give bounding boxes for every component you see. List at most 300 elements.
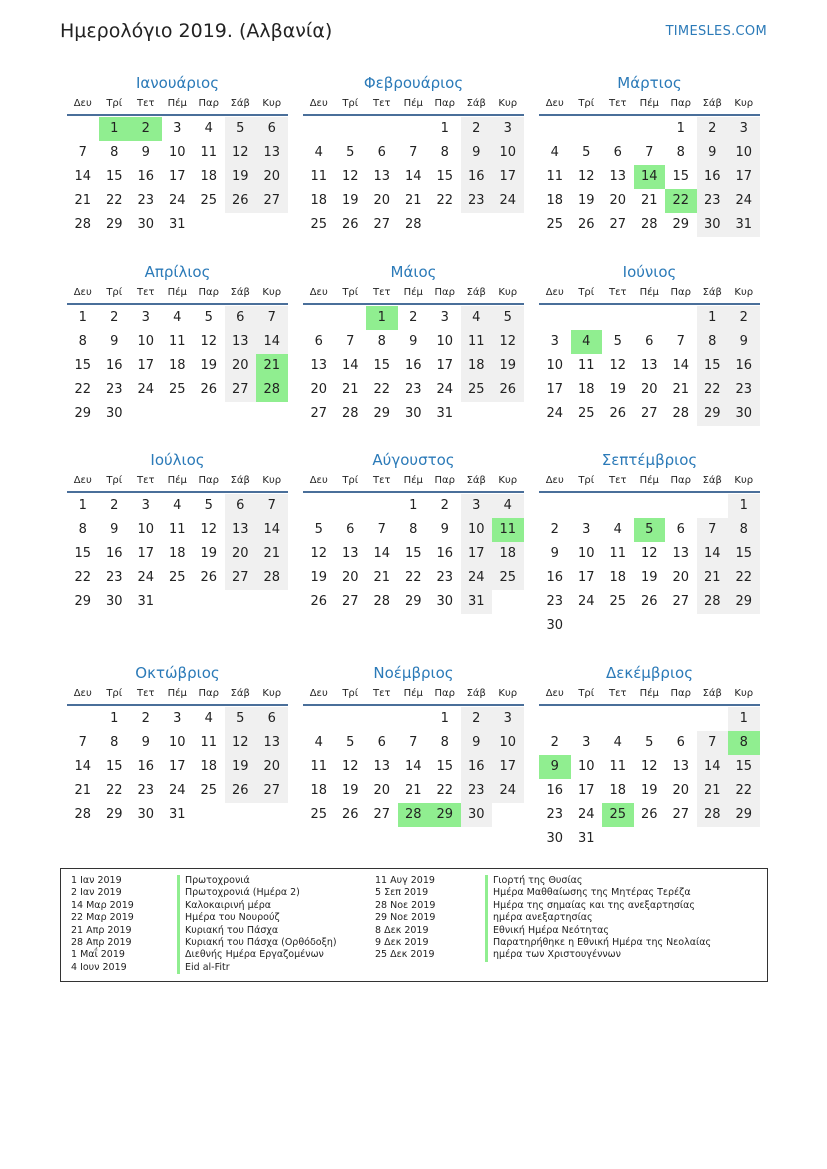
day-cell: 7 bbox=[697, 518, 729, 542]
day-cell: 1 bbox=[728, 707, 760, 731]
day-cell: 17 bbox=[492, 165, 524, 189]
day-cell: 24 bbox=[168, 193, 186, 208]
day-cell: 20 bbox=[225, 354, 257, 378]
weekday-label: Σάβ bbox=[466, 287, 486, 298]
weekday-label: Κυρ bbox=[498, 98, 518, 109]
day-cell: 26 bbox=[310, 594, 328, 609]
weekday-label: Παρ bbox=[670, 287, 691, 298]
day-cell: 11 bbox=[609, 759, 627, 774]
day-cell: 23 bbox=[105, 382, 123, 397]
day-cell: 25 bbox=[546, 217, 564, 232]
weekday-label: Σάβ bbox=[466, 688, 486, 699]
day-cell: 16 bbox=[137, 169, 155, 184]
day-cell: 24 bbox=[492, 189, 524, 213]
day-cell: 22 bbox=[728, 779, 760, 803]
day-cell: 1 bbox=[440, 121, 449, 136]
weekday-label: Κυρ bbox=[498, 475, 518, 486]
day-cell: 8 bbox=[110, 145, 119, 160]
day-cell: 8 bbox=[728, 518, 760, 542]
day-cell: 1 bbox=[440, 711, 449, 726]
day-cell: 4 bbox=[173, 310, 182, 325]
day-cell: 28 bbox=[640, 217, 658, 232]
day-cell: 4 bbox=[613, 522, 622, 537]
day-cell: 27 bbox=[256, 779, 288, 803]
day-cell: 10 bbox=[728, 141, 760, 165]
day-cell: 15 bbox=[373, 358, 391, 373]
day-cell: 25 bbox=[461, 378, 493, 402]
day-cell: 26 bbox=[492, 378, 524, 402]
day-cell: 21 bbox=[404, 193, 422, 208]
day-cell: 8 bbox=[440, 735, 449, 750]
day-cell: 18 bbox=[461, 354, 493, 378]
day-cell: 8 bbox=[440, 145, 449, 160]
month-name: Δεκέμβριος bbox=[605, 664, 693, 682]
weekday-label: Τετ bbox=[136, 98, 155, 109]
day-cell: 26 bbox=[609, 406, 627, 421]
day-cell: 31 bbox=[728, 213, 760, 237]
day-cell: 5 bbox=[346, 735, 355, 750]
day-cell: 3 bbox=[582, 735, 591, 750]
day-cell: 18 bbox=[310, 193, 328, 208]
day-cell: 18 bbox=[168, 358, 186, 373]
holiday-day: 2 bbox=[130, 117, 162, 141]
weekday-label: Τρί bbox=[578, 688, 595, 699]
day-cell: 23 bbox=[404, 382, 422, 397]
day-cell: 27 bbox=[609, 217, 627, 232]
day-cell: 4 bbox=[461, 306, 493, 330]
weekday-label: Δευ bbox=[545, 287, 564, 298]
day-cell: 10 bbox=[546, 358, 564, 373]
weekday-label: Τετ bbox=[372, 475, 391, 486]
weekday-label: Παρ bbox=[198, 287, 219, 298]
days-grid bbox=[67, 116, 288, 260]
day-cell: 23 bbox=[728, 378, 760, 402]
day-cell: 24 bbox=[137, 382, 155, 397]
day-cell: 12 bbox=[225, 731, 257, 755]
weekday-label: Τετ bbox=[608, 287, 627, 298]
legend-holiday-name: Ημέρα Μαθθαίωσης της Μητέρας Τερέζα bbox=[485, 887, 711, 899]
weekday-label: Δευ bbox=[73, 688, 92, 699]
day-cell: 27 bbox=[310, 406, 328, 421]
holiday-day: 1 bbox=[99, 117, 131, 141]
day-cell: 17 bbox=[436, 358, 454, 373]
day-cell: 11 bbox=[577, 358, 595, 373]
legend-holiday-name: ημέρα ανεξαρτησίας bbox=[485, 912, 711, 924]
month-block bbox=[67, 662, 288, 850]
day-cell: 6 bbox=[676, 522, 685, 537]
legend-holiday-name: Καλοκαιρινή μέρα bbox=[177, 900, 337, 912]
day-cell: 7 bbox=[78, 735, 87, 750]
day-cell: 20 bbox=[341, 570, 359, 585]
holiday-day: 5 bbox=[634, 518, 666, 542]
weekday-label: Σάβ bbox=[230, 688, 250, 699]
weekday-label: Σάβ bbox=[702, 475, 722, 486]
day-cell: 30 bbox=[105, 594, 123, 609]
legend-holiday-name: Eid al-Fitr bbox=[177, 962, 337, 974]
day-cell: 23 bbox=[546, 807, 564, 822]
holiday-day: 14 bbox=[634, 165, 666, 189]
month-name: Αύγουστος bbox=[372, 451, 455, 469]
day-cell: 18 bbox=[200, 169, 218, 184]
day-cell: 6 bbox=[346, 522, 355, 537]
day-cell: 5 bbox=[346, 145, 355, 160]
day-cell: 11 bbox=[168, 334, 186, 349]
weekday-label: Κυρ bbox=[262, 688, 282, 699]
day-cell: 12 bbox=[609, 358, 627, 373]
day-cell: 16 bbox=[137, 759, 155, 774]
day-cell: 19 bbox=[225, 755, 257, 779]
weekday-label: Κυρ bbox=[734, 475, 754, 486]
day-cell: 21 bbox=[640, 193, 658, 208]
day-cell: 19 bbox=[200, 546, 218, 561]
day-cell: 9 bbox=[461, 141, 493, 165]
day-cell: 29 bbox=[697, 402, 729, 426]
day-cell: 31 bbox=[436, 406, 454, 421]
day-cell: 27 bbox=[225, 566, 257, 590]
day-cell: 27 bbox=[341, 594, 359, 609]
day-cell: 16 bbox=[461, 755, 493, 779]
weekday-label: Παρ bbox=[670, 98, 691, 109]
weekday-label: Τρί bbox=[342, 475, 359, 486]
day-cell: 19 bbox=[640, 783, 658, 798]
day-cell: 24 bbox=[728, 189, 760, 213]
weekday-label: Σάβ bbox=[230, 475, 250, 486]
day-cell: 30 bbox=[728, 402, 760, 426]
day-cell: 13 bbox=[256, 141, 288, 165]
legend-date: 1 Μαΐ 2019 bbox=[71, 949, 125, 961]
day-cell: 30 bbox=[546, 618, 564, 633]
month-name: Μάιος bbox=[390, 263, 437, 281]
day-cell: 7 bbox=[409, 145, 418, 160]
day-cell: 31 bbox=[168, 807, 186, 822]
weekday-label: Τρί bbox=[342, 98, 359, 109]
day-cell: 26 bbox=[341, 217, 359, 232]
legend-dates-left bbox=[71, 875, 134, 974]
day-cell: 21 bbox=[74, 193, 92, 208]
day-cell: 18 bbox=[492, 542, 524, 566]
weekday-label: Πέμ bbox=[167, 475, 187, 486]
holiday-day: 21 bbox=[256, 354, 288, 378]
day-cell: 16 bbox=[436, 546, 454, 561]
day-cell: 7 bbox=[645, 145, 654, 160]
day-cell: 12 bbox=[200, 522, 218, 537]
month-block bbox=[67, 449, 288, 637]
day-cell: 25 bbox=[200, 783, 218, 798]
day-cell: 2 bbox=[141, 711, 150, 726]
weekday-header bbox=[67, 471, 288, 493]
day-cell: 5 bbox=[314, 522, 323, 537]
day-cell: 6 bbox=[645, 334, 654, 349]
weekday-label: Σάβ bbox=[466, 98, 486, 109]
day-cell: 24 bbox=[137, 570, 155, 585]
day-cell: 27 bbox=[256, 189, 288, 213]
day-cell: 23 bbox=[546, 594, 564, 609]
day-cell: 20 bbox=[373, 193, 391, 208]
legend-date: 5 Σεπ 2019 bbox=[375, 887, 429, 899]
day-cell: 29 bbox=[728, 803, 760, 827]
day-cell: 12 bbox=[225, 141, 257, 165]
day-cell: 16 bbox=[105, 546, 123, 561]
day-cell: 22 bbox=[728, 566, 760, 590]
day-cell: 15 bbox=[404, 546, 422, 561]
day-cell: 27 bbox=[373, 217, 391, 232]
day-cell: 25 bbox=[200, 193, 218, 208]
day-cell: 24 bbox=[168, 783, 186, 798]
day-cell: 6 bbox=[377, 735, 386, 750]
day-cell: 2 bbox=[110, 310, 119, 325]
month-name: Νοέμβριος bbox=[373, 664, 454, 682]
day-cell: 6 bbox=[256, 707, 288, 731]
day-cell: 2 bbox=[550, 735, 559, 750]
day-cell: 25 bbox=[310, 807, 328, 822]
day-cell: 14 bbox=[341, 358, 359, 373]
day-cell: 3 bbox=[492, 117, 524, 141]
weekday-label: Σάβ bbox=[230, 287, 250, 298]
day-cell: 27 bbox=[672, 807, 690, 822]
day-cell: 22 bbox=[74, 570, 92, 585]
weekday-label: Τρί bbox=[342, 287, 359, 298]
weekday-label: Σάβ bbox=[702, 688, 722, 699]
day-cell: 17 bbox=[137, 358, 155, 373]
weekday-label: Τετ bbox=[372, 688, 391, 699]
month-name: Φεβρουάριος bbox=[363, 74, 464, 92]
weekday-header bbox=[539, 471, 760, 493]
day-cell: 5 bbox=[225, 707, 257, 731]
day-cell: 18 bbox=[577, 382, 595, 397]
day-cell: 5 bbox=[613, 334, 622, 349]
day-cell: 8 bbox=[78, 522, 87, 537]
day-cell: 1 bbox=[110, 711, 119, 726]
day-cell: 13 bbox=[373, 759, 391, 774]
day-cell: 30 bbox=[461, 803, 493, 827]
weekday-label: Κυρ bbox=[734, 688, 754, 699]
legend-dates-right bbox=[375, 875, 435, 962]
weekday-label: Δευ bbox=[309, 688, 328, 699]
day-cell: 9 bbox=[461, 731, 493, 755]
day-cell: 17 bbox=[492, 755, 524, 779]
legend-date: 28 Νοε 2019 bbox=[375, 899, 436, 911]
weekday-label: Παρ bbox=[198, 98, 219, 109]
weekday-label: Κυρ bbox=[498, 688, 518, 699]
day-cell: 30 bbox=[137, 807, 155, 822]
weekday-label: Τρί bbox=[106, 688, 123, 699]
weekday-header bbox=[303, 684, 524, 706]
weekday-label: Τετ bbox=[136, 475, 155, 486]
month-block bbox=[303, 72, 524, 260]
day-cell: 22 bbox=[436, 783, 454, 798]
day-cell: 1 bbox=[676, 121, 685, 136]
day-cell: 19 bbox=[200, 358, 218, 373]
day-cell: 30 bbox=[697, 213, 729, 237]
weekday-header bbox=[67, 684, 288, 706]
weekday-label: Τρί bbox=[106, 475, 123, 486]
day-cell: 30 bbox=[404, 406, 422, 421]
brand-logo[interactable]: TIMESLES.COM bbox=[665, 24, 767, 39]
month-name: Ιούνιος bbox=[622, 263, 677, 281]
day-cell: 2 bbox=[728, 306, 760, 330]
weekday-label: Παρ bbox=[670, 688, 691, 699]
month-block bbox=[539, 72, 760, 260]
day-cell: 16 bbox=[546, 570, 564, 585]
day-cell: 1 bbox=[409, 498, 418, 513]
day-cell: 24 bbox=[577, 807, 595, 822]
day-cell: 29 bbox=[404, 594, 422, 609]
weekday-label: Δευ bbox=[309, 475, 328, 486]
day-cell: 17 bbox=[168, 169, 186, 184]
weekday-label: Τρί bbox=[578, 287, 595, 298]
day-cell: 15 bbox=[105, 169, 123, 184]
day-cell: 16 bbox=[728, 354, 760, 378]
legend-holiday-name: ημέρα των Χριστουγέννων bbox=[485, 949, 711, 961]
weekday-label: Κυρ bbox=[262, 475, 282, 486]
day-cell: 19 bbox=[225, 165, 257, 189]
legend-date: 8 Δεκ 2019 bbox=[375, 924, 429, 936]
day-cell: 20 bbox=[310, 382, 328, 397]
day-cell: 12 bbox=[492, 330, 524, 354]
day-cell: 20 bbox=[609, 193, 627, 208]
day-cell: 19 bbox=[577, 193, 595, 208]
day-cell: 25 bbox=[168, 570, 186, 585]
day-cell: 28 bbox=[341, 406, 359, 421]
days-grid bbox=[67, 493, 288, 637]
day-cell: 23 bbox=[137, 193, 155, 208]
holiday-day: 11 bbox=[492, 518, 524, 542]
legend-date: 2 Ιαν 2019 bbox=[71, 887, 122, 899]
day-cell: 21 bbox=[341, 382, 359, 397]
day-cell: 8 bbox=[377, 334, 386, 349]
day-cell: 2 bbox=[440, 498, 449, 513]
day-cell: 4 bbox=[204, 711, 213, 726]
day-cell: 31 bbox=[168, 217, 186, 232]
day-cell: 2 bbox=[697, 117, 729, 141]
day-cell: 29 bbox=[105, 807, 123, 822]
weekday-header bbox=[539, 94, 760, 116]
day-cell: 14 bbox=[74, 169, 92, 184]
day-cell: 28 bbox=[74, 217, 92, 232]
weekday-label: Πέμ bbox=[639, 98, 659, 109]
day-cell: 20 bbox=[256, 165, 288, 189]
day-cell: 27 bbox=[373, 807, 391, 822]
day-cell: 15 bbox=[672, 169, 690, 184]
month-block bbox=[539, 261, 760, 449]
day-cell: 15 bbox=[728, 542, 760, 566]
weekday-label: Πέμ bbox=[167, 98, 187, 109]
day-cell: 24 bbox=[461, 566, 493, 590]
weekday-label: Κυρ bbox=[734, 98, 754, 109]
weekday-label: Πέμ bbox=[167, 287, 187, 298]
day-cell: 11 bbox=[310, 759, 328, 774]
holiday-day: 4 bbox=[571, 330, 603, 354]
weekday-label: Παρ bbox=[198, 475, 219, 486]
day-cell: 3 bbox=[141, 498, 150, 513]
days-grid bbox=[67, 706, 288, 850]
day-cell: 26 bbox=[640, 807, 658, 822]
day-cell: 14 bbox=[404, 169, 422, 184]
day-cell: 1 bbox=[728, 494, 760, 518]
day-cell: 26 bbox=[341, 807, 359, 822]
day-cell: 28 bbox=[672, 406, 690, 421]
weekday-label: Τετ bbox=[372, 98, 391, 109]
weekday-label: Πέμ bbox=[639, 287, 659, 298]
weekday-label: Πέμ bbox=[639, 475, 659, 486]
day-cell: 20 bbox=[640, 382, 658, 397]
month-name: Μάρτιος bbox=[617, 74, 682, 92]
day-cell: 10 bbox=[461, 518, 493, 542]
weekday-label: Κυρ bbox=[262, 98, 282, 109]
day-cell: 28 bbox=[373, 594, 391, 609]
weekday-label: Κυρ bbox=[262, 287, 282, 298]
day-cell: 14 bbox=[373, 546, 391, 561]
day-cell: 3 bbox=[728, 117, 760, 141]
day-cell: 10 bbox=[137, 334, 155, 349]
legend-date: 21 Απρ 2019 bbox=[71, 924, 132, 936]
day-cell: 7 bbox=[377, 522, 386, 537]
day-cell: 8 bbox=[697, 330, 729, 354]
day-cell: 9 bbox=[697, 141, 729, 165]
weekday-label: Τρί bbox=[342, 688, 359, 699]
month-name: Οκτώβριος bbox=[135, 664, 220, 682]
day-cell: 15 bbox=[728, 755, 760, 779]
weekday-label: Τετ bbox=[608, 98, 627, 109]
legend-date: 22 Μαρ 2019 bbox=[71, 912, 134, 924]
month-name: Σεπτέμβριος bbox=[601, 451, 698, 469]
day-cell: 21 bbox=[74, 783, 92, 798]
weekday-label: Δευ bbox=[73, 98, 92, 109]
day-cell: 24 bbox=[436, 382, 454, 397]
day-cell: 12 bbox=[341, 169, 359, 184]
legend-date: 1 Ιαν 2019 bbox=[71, 875, 122, 886]
day-cell: 7 bbox=[256, 306, 288, 330]
day-cell: 18 bbox=[609, 783, 627, 798]
weekday-label: Τετ bbox=[372, 287, 391, 298]
weekday-label: Πέμ bbox=[403, 287, 423, 298]
day-cell: 25 bbox=[168, 382, 186, 397]
day-cell: 9 bbox=[728, 330, 760, 354]
day-cell: 11 bbox=[546, 169, 564, 184]
day-cell: 21 bbox=[373, 570, 391, 585]
month-block bbox=[67, 72, 288, 260]
day-cell: 26 bbox=[200, 570, 218, 585]
weekday-label: Δευ bbox=[545, 475, 564, 486]
month-block bbox=[539, 662, 760, 850]
weekday-label: Πέμ bbox=[403, 98, 423, 109]
weekday-label: Δευ bbox=[309, 98, 328, 109]
month-name: Ιανουάριος bbox=[135, 74, 219, 92]
weekday-label: Δευ bbox=[73, 287, 92, 298]
legend-holiday-name: Παρατηρήθηκε η Εθνική Ημέρα της Νεολαίας bbox=[485, 937, 711, 949]
weekday-label: Σάβ bbox=[702, 287, 722, 298]
day-cell: 4 bbox=[314, 145, 323, 160]
day-cell: 4 bbox=[314, 735, 323, 750]
day-cell: 12 bbox=[200, 334, 218, 349]
day-cell: 29 bbox=[74, 406, 92, 421]
day-cell: 13 bbox=[640, 358, 658, 373]
legend-names-left bbox=[177, 875, 337, 974]
day-cell: 16 bbox=[461, 165, 493, 189]
day-cell: 12 bbox=[341, 759, 359, 774]
day-cell: 16 bbox=[546, 783, 564, 798]
days-grid bbox=[303, 116, 524, 260]
day-cell: 7 bbox=[256, 494, 288, 518]
weekday-label: Τρί bbox=[578, 475, 595, 486]
day-cell: 3 bbox=[492, 707, 524, 731]
day-cell: 21 bbox=[697, 779, 729, 803]
day-cell: 20 bbox=[672, 783, 690, 798]
day-cell: 16 bbox=[404, 358, 422, 373]
day-cell: 30 bbox=[137, 217, 155, 232]
day-cell: 5 bbox=[204, 498, 213, 513]
day-cell: 13 bbox=[225, 518, 257, 542]
